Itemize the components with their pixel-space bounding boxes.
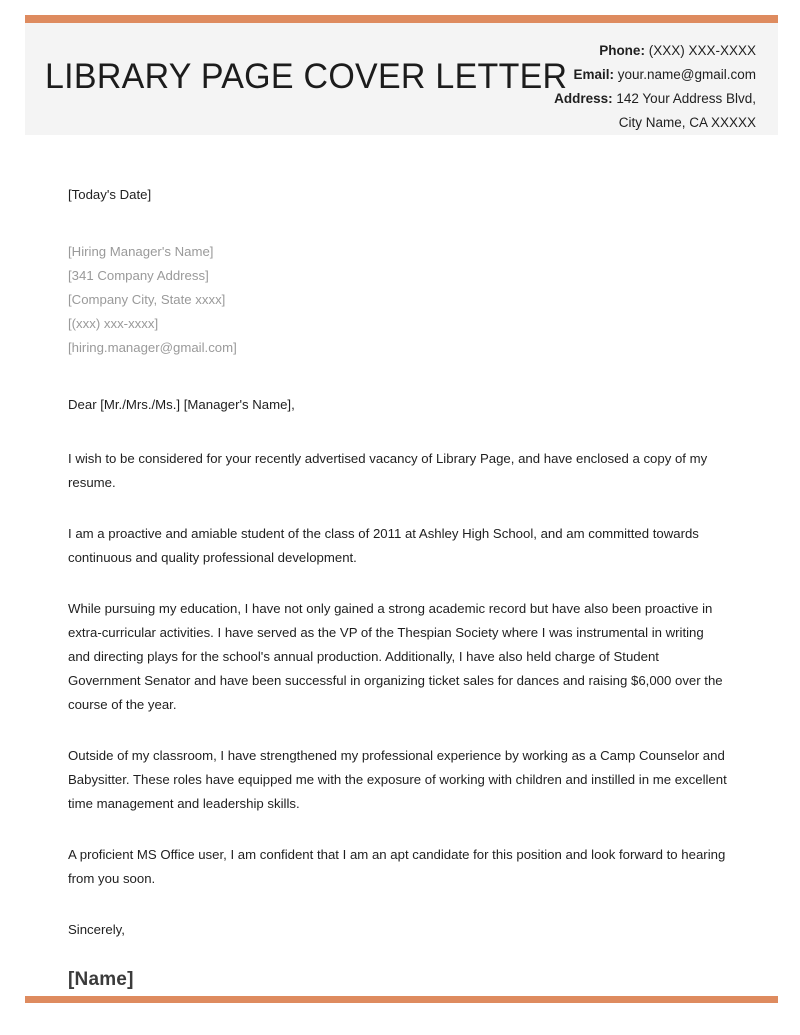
body-paragraph-5: A proficient MS Office user, I am confident that I am an apt candidate for this position and look forward to hearing from you soon. <box>68 847 726 886</box>
bottom-accent-bar <box>25 996 778 1003</box>
salutation: Dear [Mr./Mrs./Ms.] [Manager's Name], <box>68 397 295 412</box>
recipient-line-3: [Company City, State xxxx] <box>68 292 226 307</box>
letter-date: [Today's Date] <box>68 187 152 202</box>
recipient-line-4: [(xxx) xxx-xxxx] <box>68 316 159 331</box>
contact-phone <box>554 39 756 63</box>
recipient-line-2: [341 Company Address] <box>68 268 209 283</box>
body-paragraph-1: I wish to be considered for your recently advertised vacancy of Library Page, and have enclosed a copy of my resume. <box>68 451 708 490</box>
contact-email <box>554 63 756 87</box>
contact-info-block <box>554 39 756 135</box>
contact-email-value: your.name@gmail.com <box>617 67 756 82</box>
contact-phone-value: (XXX) XXX-XXXX <box>648 43 756 58</box>
contact-address-line2-row <box>554 111 756 135</box>
recipient-address-block <box>68 240 728 360</box>
body-paragraph-3: While pursuing my education, I have not only gained a strong academic record but have also been proactive in extra-curricular activities. I have served as the VP of the Thespian Society where I was instrumental in writing and directing plays for the school's annual production. Additionally, I have also held charge of Student Government Senator and have been successful in organizing ticket sales for dances and raising $6,000 over the course of the year. <box>68 601 723 712</box>
signature-name: [Name] <box>68 969 134 990</box>
contact-email-label: Email: <box>573 67 614 82</box>
contact-address-line1: 142 Your Address Blvd, <box>616 91 756 106</box>
recipient-line-5: [hiring.manager@gmail.com] <box>68 340 237 355</box>
body-paragraph-4: Outside of my classroom, I have strengthened my professional experience by working as a Camp Counselor and Babysitter. These roles have equipped me with the exposure of working with children and instilled in me excellent time management and leadership skills. <box>68 748 727 811</box>
closing-salutation: Sincerely, <box>68 922 125 937</box>
body-paragraph-2: I am a proactive and amiable student of the class of 2011 at Ashley High School, and am committed towards continuous and quality professional development. <box>68 526 699 565</box>
letter-content <box>68 183 728 992</box>
contact-address-line2: City Name, CA XXXXX <box>618 115 756 130</box>
top-accent-bar <box>25 15 778 23</box>
contact-address <box>554 87 756 111</box>
page-title: LIBRARY PAGE COVER LETTER <box>45 57 568 96</box>
recipient-line-1: [Hiring Manager's Name] <box>68 244 214 259</box>
contact-address-label: Address: <box>554 91 613 106</box>
contact-phone-label: Phone: <box>599 43 645 58</box>
letterhead-band <box>25 23 778 135</box>
